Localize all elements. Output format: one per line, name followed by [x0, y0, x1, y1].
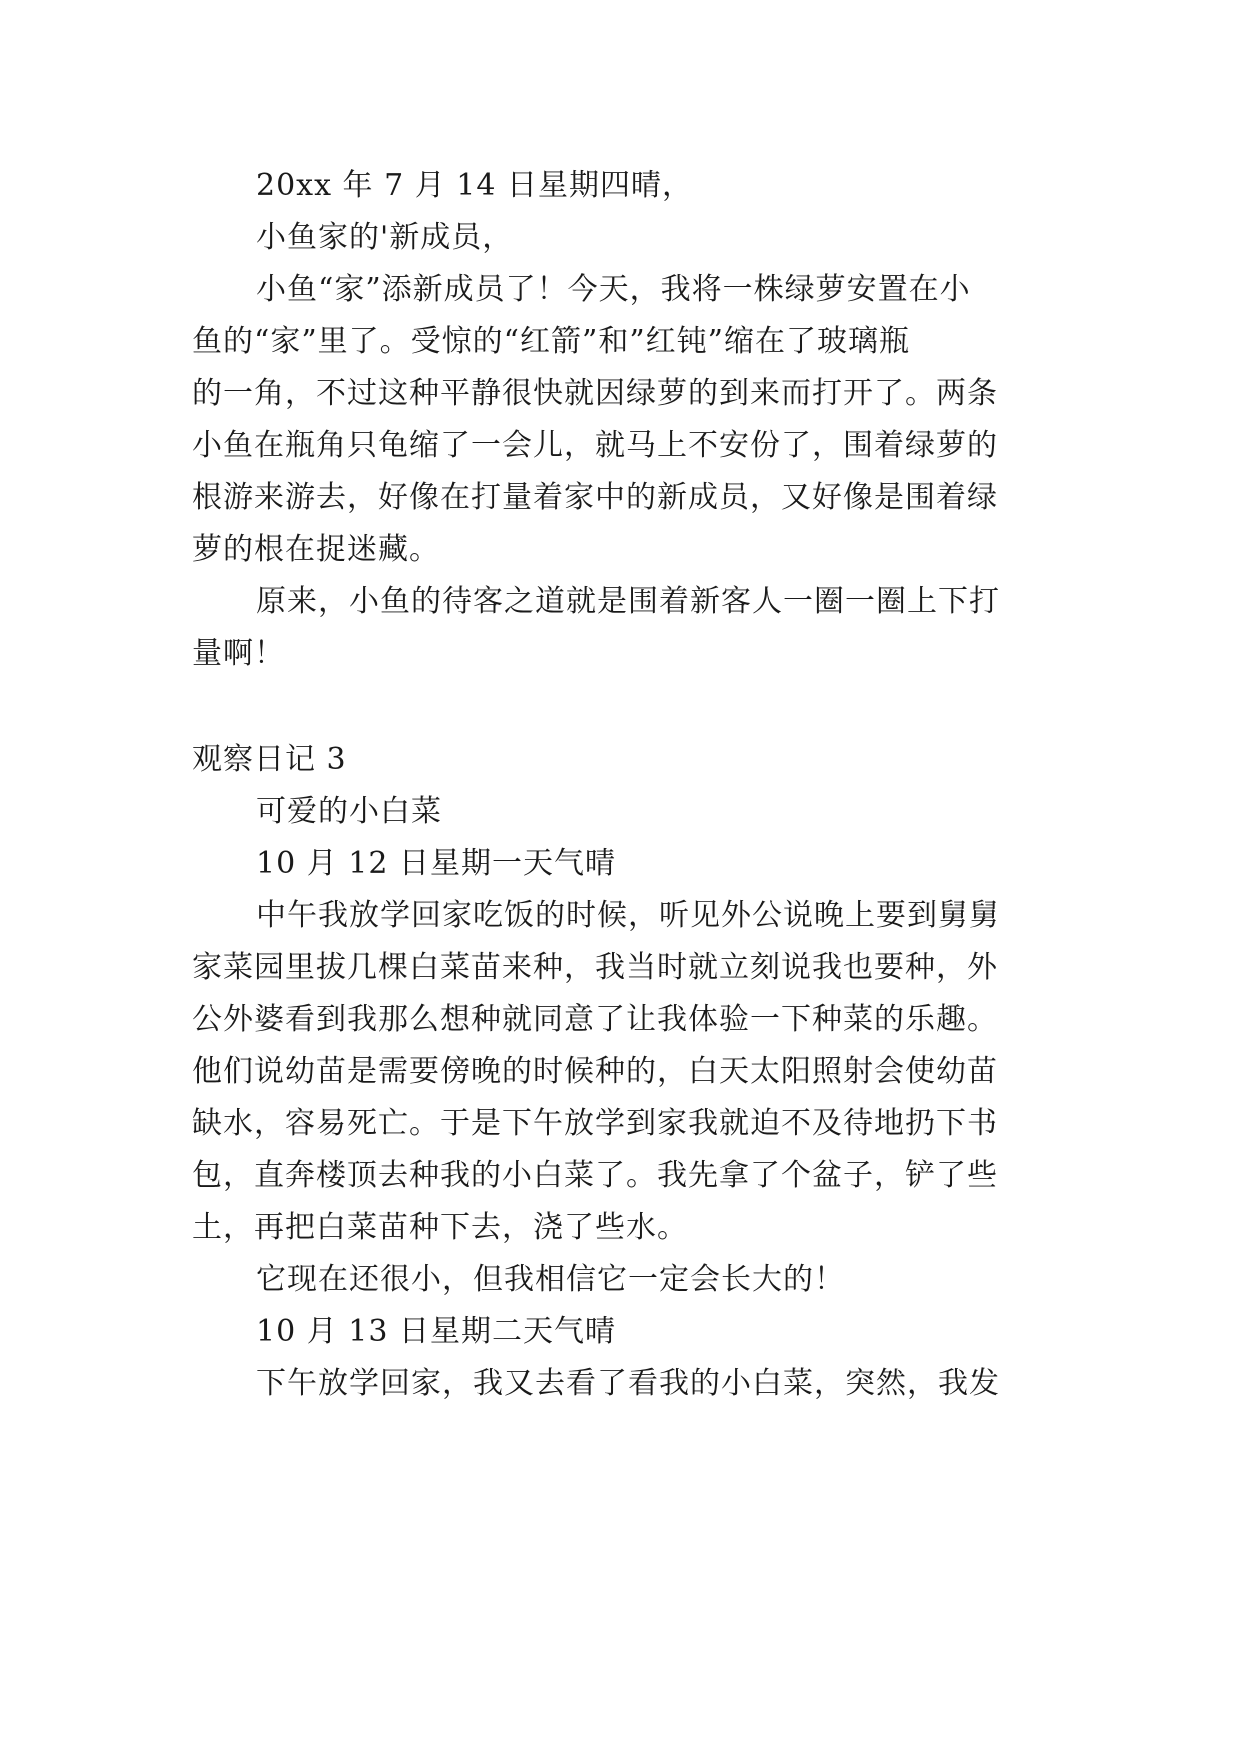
paragraph-line: 他们说幼苗是需要傍晚的时候种的，白天太阳照射会使幼苗 — [192, 1054, 998, 1089]
paragraph-line: 缺水，容易死亡。于是下午放学到家我就迫不及待地扔下书 — [192, 1106, 998, 1141]
paragraph-line: 萝的根在捉迷藏。 — [192, 532, 440, 567]
paragraph-line: 包，直奔楼顶去种我的小白菜了。我先拿了个盆子，铲了些 — [192, 1158, 998, 1193]
entry-date: 10 月 12 日星期一天气晴 — [256, 846, 616, 881]
entry-date: 10 月 13 日星期二天气晴 — [256, 1314, 616, 1349]
entry-date: 20xx 年 7 月 14 日星期四晴， — [256, 168, 693, 203]
paragraph-line: 下午放学回家，我又去看了看我的小白菜，突然，我发 — [256, 1366, 1000, 1401]
paragraph-line: 根游来游去，好像在打量着家中的新成员，又好像是围着绿 — [192, 480, 998, 515]
paragraph-line: 鱼的“家”里了。受惊的“红箭”和”红钝”缩在了玻璃瓶 — [192, 324, 911, 359]
paragraph-line: 原来，小鱼的待客之道就是围着新客人一圈一圈上下打 — [256, 584, 1000, 619]
section-heading: 观察日记 3 — [192, 742, 347, 777]
paragraph-line: 它现在还很小，但我相信它一定会长大的！ — [256, 1262, 845, 1297]
entry-title: 可爱的小白菜 — [256, 794, 442, 829]
paragraph-line: 公外婆看到我那么想种就同意了让我体验一下种菜的乐趣。 — [192, 1002, 998, 1037]
paragraph-line: 土，再把白菜苗种下去，浇了些水。 — [192, 1210, 688, 1245]
entry-title: 小鱼家的'新成员， — [256, 220, 514, 255]
paragraph-line: 量啊！ — [192, 636, 285, 671]
paragraph-line: 家菜园里拔几棵白菜苗来种，我当时就立刻说我也要种，外 — [192, 950, 998, 985]
paragraph-line: 小鱼“家”添新成员了！今天，我将一株绿萝安置在小 — [256, 272, 971, 307]
paragraph-line: 的一角，不过这种平静很快就因绿萝的到来而打开了。两条 — [192, 376, 998, 411]
paragraph-line: 小鱼在瓶角只龟缩了一会儿，就马上不安份了，围着绿萝的 — [192, 428, 998, 463]
paragraph-line: 中午我放学回家吃饭的时候，听见外公说晚上要到舅舅 — [256, 898, 1000, 933]
